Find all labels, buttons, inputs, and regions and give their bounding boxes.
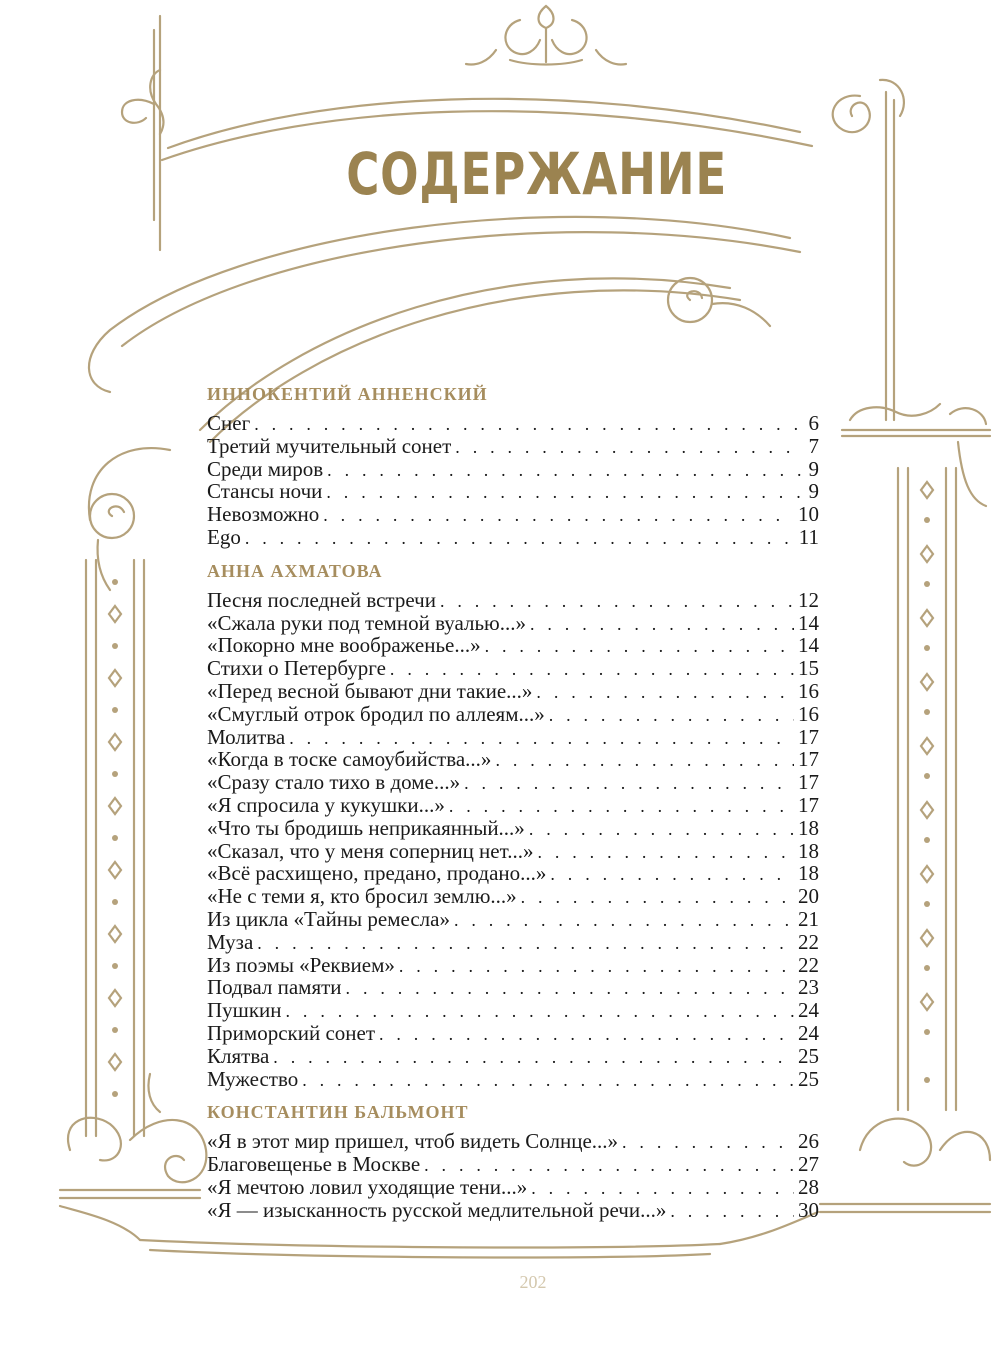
entry-title: Приморский сонет bbox=[207, 1020, 375, 1045]
dot-leader bbox=[530, 613, 794, 636]
toc-entry bbox=[207, 817, 819, 840]
toc-entry bbox=[207, 862, 819, 885]
toc-entry bbox=[207, 954, 819, 977]
entry-title: «Сжала руки под темной вуалью...» bbox=[207, 610, 526, 635]
entry-title: Из цикла «Тайны ремесла» bbox=[207, 906, 450, 931]
toc-entry bbox=[207, 1153, 819, 1176]
entry-page-number: 23 bbox=[798, 975, 819, 1000]
section-author-heading: КОНСТАНТИН БАЛЬМОНТ bbox=[207, 1102, 469, 1123]
entry-page-number: 12 bbox=[798, 587, 819, 612]
toc-entry bbox=[207, 1130, 819, 1153]
dot-leader bbox=[257, 932, 794, 955]
toc-entry bbox=[207, 703, 819, 726]
toc-entry bbox=[207, 634, 819, 657]
entry-page-number: 6 bbox=[808, 411, 819, 435]
entry-page-number: 7 bbox=[808, 433, 819, 458]
entry-page-number: 15 bbox=[798, 656, 819, 681]
dot-leader bbox=[245, 527, 795, 550]
entry-title: Стихи о Петербурге bbox=[207, 656, 386, 681]
page-title: СОДЕРЖАНИЕ bbox=[346, 140, 728, 208]
entry-page-number: 27 bbox=[798, 1152, 819, 1177]
entry-page-number: 16 bbox=[798, 678, 819, 703]
toc-entry bbox=[207, 458, 819, 481]
dot-leader bbox=[273, 1046, 794, 1069]
entry-title: Клятва bbox=[207, 1043, 270, 1068]
entry-page-number: 24 bbox=[798, 1020, 819, 1045]
toc-entry bbox=[207, 657, 819, 680]
entry-title: Невозможно bbox=[207, 502, 320, 527]
entry-title: «Что ты бродишь неприкаянный...» bbox=[207, 815, 525, 840]
dot-leader bbox=[327, 459, 803, 482]
toc-entry bbox=[207, 1068, 819, 1091]
entry-page-number: 28 bbox=[798, 1174, 819, 1199]
toc-entry bbox=[207, 999, 819, 1022]
dot-leader bbox=[454, 909, 794, 932]
entry-title: Снег bbox=[207, 411, 251, 435]
entry-page-number: 9 bbox=[808, 456, 819, 481]
entry-title: Мужество bbox=[207, 1066, 299, 1091]
dot-leader bbox=[326, 481, 803, 504]
dot-leader bbox=[289, 727, 794, 750]
entry-page-number: 11 bbox=[798, 524, 819, 549]
entry-title: Из поэмы «Реквием» bbox=[207, 952, 395, 977]
entry-title: «Перед весной бывают дни такие...» bbox=[207, 678, 533, 703]
entry-title: «Когда в тоске самоубийства...» bbox=[207, 747, 492, 772]
entry-page-number: 21 bbox=[798, 906, 819, 931]
entry-page-number: 24 bbox=[798, 998, 819, 1023]
dot-leader bbox=[536, 681, 794, 704]
dot-leader bbox=[449, 795, 794, 818]
dot-leader bbox=[346, 977, 794, 1000]
toc-entry bbox=[207, 748, 819, 771]
toc-entry bbox=[207, 908, 819, 931]
entry-title: «Не с теми я, кто бросил землю...» bbox=[207, 884, 517, 909]
entry-title: «Смуглый отрок бродил по аллеям...» bbox=[207, 701, 545, 726]
entry-title: «Всё расхищено, предано, продано...» bbox=[207, 861, 547, 886]
entry-page-number: 17 bbox=[798, 792, 819, 817]
toc-entry bbox=[207, 885, 819, 908]
dot-leader bbox=[455, 436, 803, 459]
dot-leader bbox=[549, 704, 794, 727]
toc-entry bbox=[207, 976, 819, 999]
entry-list bbox=[207, 412, 819, 549]
crown-ornament-icon bbox=[466, 6, 626, 65]
entry-list bbox=[207, 1130, 819, 1221]
dot-leader bbox=[550, 863, 794, 886]
entry-page-number: 25 bbox=[798, 1066, 819, 1091]
entry-page-number: 25 bbox=[798, 1043, 819, 1068]
entry-title: Подвал памяти bbox=[207, 975, 342, 1000]
entry-title: «Я мечтою ловил уходящие тени...» bbox=[207, 1174, 528, 1199]
dot-leader bbox=[485, 635, 794, 658]
entry-page-number: 14 bbox=[798, 610, 819, 635]
dot-leader bbox=[440, 590, 794, 613]
entry-page-number: 20 bbox=[798, 884, 819, 909]
entry-title: Песня последней встречи bbox=[207, 587, 436, 612]
entry-title: «Я спросила у кукушки...» bbox=[207, 792, 445, 817]
dot-leader bbox=[537, 841, 794, 864]
toc-entry bbox=[207, 526, 819, 549]
dot-leader bbox=[529, 818, 794, 841]
page-number: 202 bbox=[519, 1272, 547, 1292]
toc-entry bbox=[207, 480, 819, 503]
entry-page-number: 17 bbox=[798, 770, 819, 795]
toc-entry bbox=[207, 1045, 819, 1068]
entry-title: Молитва bbox=[207, 724, 286, 749]
entry-page-number: 17 bbox=[798, 747, 819, 772]
entry-title: «Сказал, что у меня соперниц нет...» bbox=[207, 838, 534, 863]
dot-leader bbox=[495, 749, 794, 772]
dot-leader bbox=[464, 772, 794, 795]
toc-entry bbox=[207, 435, 819, 458]
toc-entry bbox=[207, 794, 819, 817]
dot-leader bbox=[622, 1131, 794, 1154]
entry-title: Пушкин bbox=[207, 998, 282, 1023]
entry-title: Третий мучительный сонет bbox=[207, 433, 452, 458]
toc-entry bbox=[207, 1199, 819, 1222]
dot-leader bbox=[379, 1023, 794, 1046]
entry-page-number: 22 bbox=[798, 929, 819, 954]
toc-entry bbox=[207, 503, 819, 526]
entry-page-number: 17 bbox=[798, 724, 819, 749]
dot-leader bbox=[670, 1200, 794, 1223]
entry-title: Среди миров bbox=[207, 456, 324, 481]
left-fleur-icon bbox=[122, 16, 163, 250]
entry-page-number: 18 bbox=[798, 815, 819, 840]
entry-title: Стансы ночи bbox=[207, 479, 323, 504]
toc-entry bbox=[207, 771, 819, 794]
entry-title: «Покорно мне воображенье...» bbox=[207, 633, 481, 658]
entry-title: «Я — изысканность русской медлительной речи...» bbox=[207, 1197, 667, 1222]
dot-leader bbox=[323, 504, 794, 527]
dot-leader bbox=[286, 1000, 794, 1023]
entry-page-number: 10 bbox=[798, 502, 819, 527]
dot-leader bbox=[521, 886, 794, 909]
toc-section bbox=[207, 1100, 819, 1221]
toc-section bbox=[207, 559, 819, 1091]
entry-page-number: 18 bbox=[798, 838, 819, 863]
toc-entry bbox=[207, 840, 819, 863]
table-of-contents bbox=[207, 376, 819, 1222]
dot-leader bbox=[390, 658, 794, 681]
toc-entry bbox=[207, 931, 819, 954]
entry-list bbox=[207, 589, 819, 1091]
entry-page-number: 26 bbox=[798, 1129, 819, 1154]
toc-entry bbox=[207, 589, 819, 612]
entry-title: «Я в этот мир пришел, чтоб видеть Солнце...» bbox=[207, 1129, 619, 1154]
dot-leader bbox=[531, 1177, 794, 1200]
toc-entry bbox=[207, 680, 819, 703]
right-column-ornaments bbox=[921, 482, 933, 1010]
entry-page-number: 16 bbox=[798, 701, 819, 726]
toc-section bbox=[207, 382, 819, 549]
entry-title: Ego bbox=[207, 524, 241, 549]
entry-page-number: 22 bbox=[798, 952, 819, 977]
toc-entry bbox=[207, 1176, 819, 1199]
toc-entry bbox=[207, 612, 819, 635]
dot-leader bbox=[399, 955, 794, 978]
entry-title: «Сразу стало тихо в доме...» bbox=[207, 770, 461, 795]
dot-leader bbox=[254, 413, 803, 436]
dot-leader bbox=[302, 1069, 794, 1092]
entry-page-number: 18 bbox=[798, 861, 819, 886]
toc-entry bbox=[207, 1022, 819, 1045]
toc-entry bbox=[207, 726, 819, 749]
entry-page-number: 9 bbox=[808, 479, 819, 504]
dot-leader bbox=[424, 1154, 794, 1177]
entry-page-number: 14 bbox=[798, 633, 819, 658]
entry-title: Благовещенье в Москве bbox=[207, 1152, 421, 1177]
section-author-heading: ИННОКЕНТИЙ АННЕНСКИЙ bbox=[207, 384, 488, 404]
section-author-heading: АННА АХМАТОВА bbox=[207, 560, 383, 581]
entry-page-number: 30 bbox=[798, 1197, 819, 1222]
toc-entry bbox=[207, 412, 819, 435]
entry-title: Муза bbox=[207, 929, 254, 954]
